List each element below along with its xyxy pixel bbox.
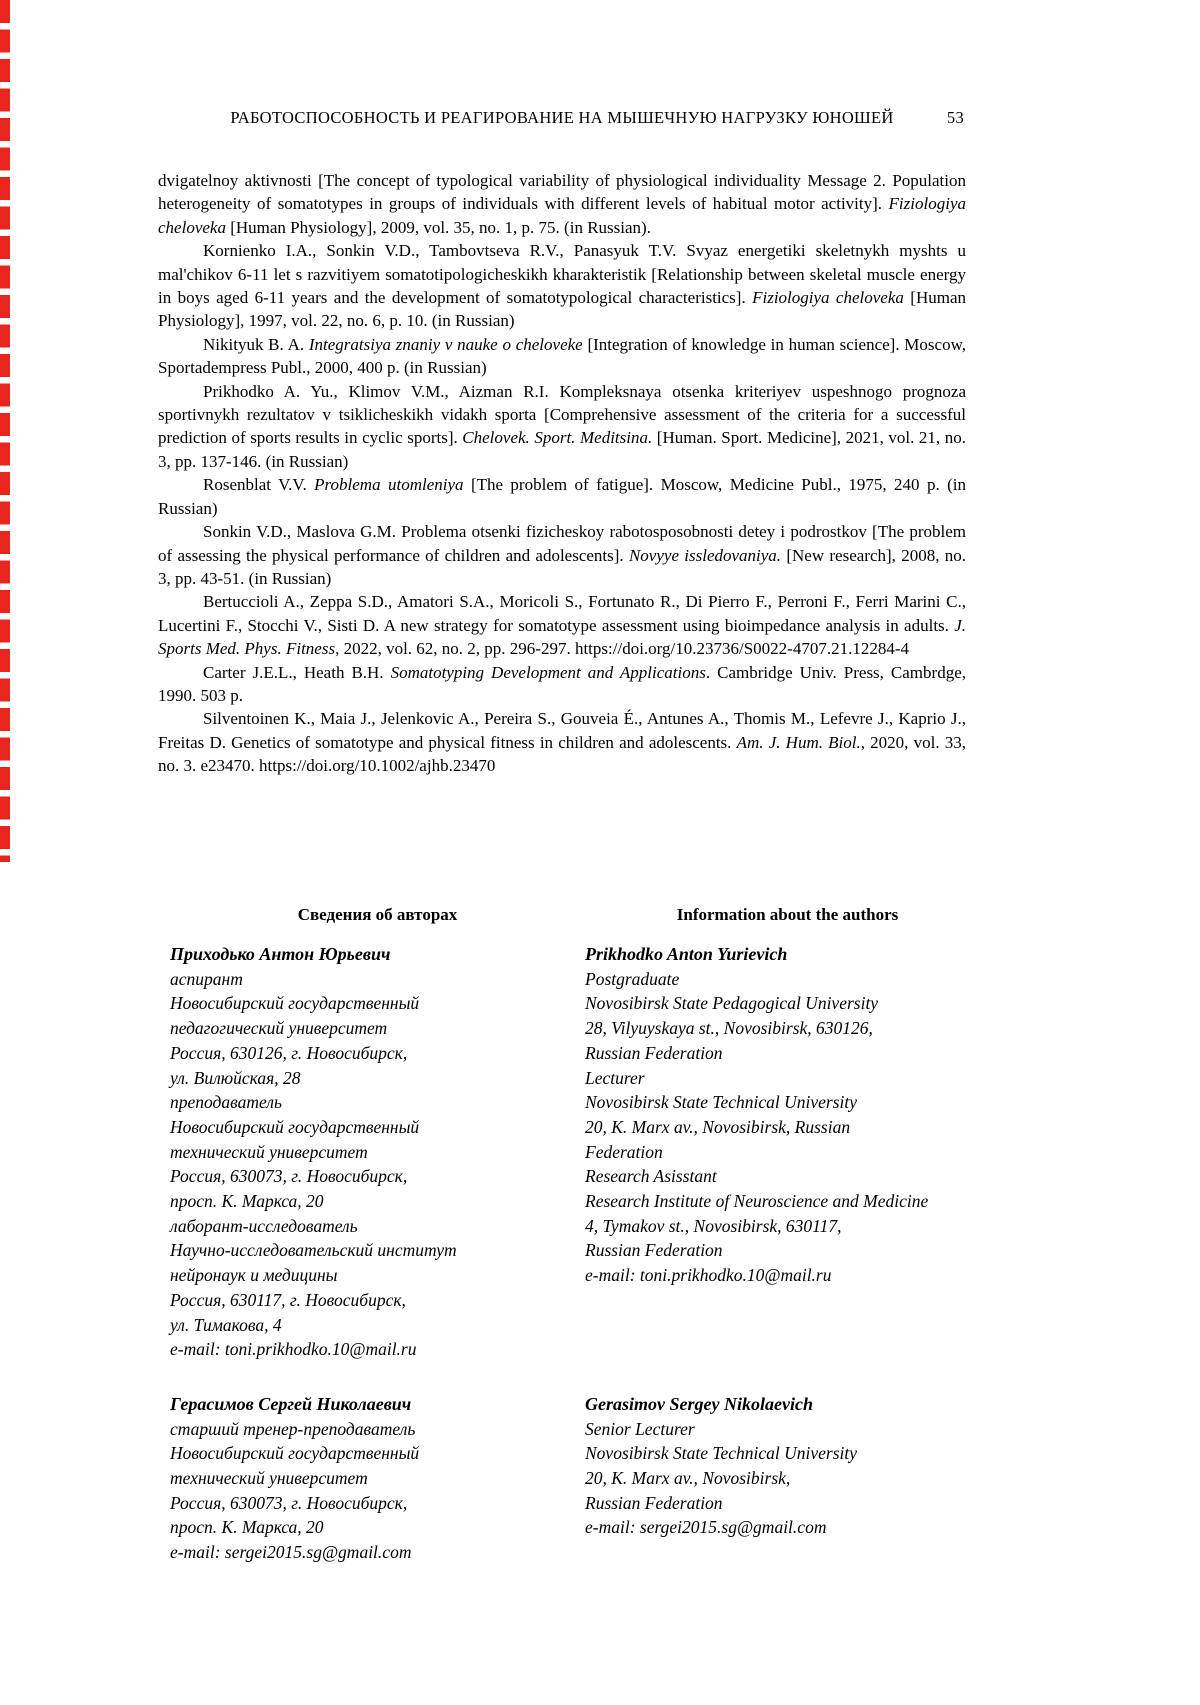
author-info-line: просп. К. Маркса, 20 <box>170 1191 324 1212</box>
author-block <box>170 1362 585 1565</box>
author-info-line: Russian Federation <box>585 1042 723 1063</box>
author-info-line: ул. Вилюйская, 28 <box>170 1067 301 1088</box>
author-info-line: Новосибирский государственный <box>170 993 420 1014</box>
author-info-line: Научно-исследовательский институт <box>170 1240 457 1261</box>
author-name: Prikhodko Anton Yurievich <box>585 944 788 964</box>
author-info-line: Research Institute of Neuroscience and Medicine <box>585 1191 929 1212</box>
author-email: e-mail: toni.prikhodko.10@mail.ru <box>170 1339 417 1360</box>
author-email: e-mail: toni.prikhodko.10@mail.ru <box>585 1265 832 1286</box>
author-info-line: 4, Tymakov st., Novosibirsk, 630117, <box>585 1215 842 1236</box>
reference-item: Carter J.E.L., Heath B.H. Somatotyping Development and Applications. Cambridge Univ. Press, Cambrdge, 1990. 503 p. <box>158 662 966 705</box>
author-info-line: технический университет <box>170 1468 368 1489</box>
author-info-line: Postgraduate <box>585 968 680 989</box>
author-info-line: 20, K. Marx av., Novosibirsk, <box>585 1468 791 1489</box>
author-info-line: ул. Тимакова, 4 <box>170 1314 282 1335</box>
author-info-line: Россия, 630073, г. Новосибирск, <box>170 1166 408 1187</box>
reference-item: Nikityuk B. A. Integratsiya znaniy v nauke o cheloveke [Integration of knowledge in human science]. Moscow, Sportadempress Publ., 2000, 400 p. (in Russian) <box>158 334 967 378</box>
author-info-line: Russian Federation <box>585 1492 723 1513</box>
author-block <box>585 1362 1100 1565</box>
reference-item: Silventoinen K., Maia J., Jelenkovic A., Pereira S., Gouveia É., Antunes A., Thomis M., Lefevre J., Kaprio J., Freitas D. Genetics of somatotype and physical fitness in children and adolescents. Am. J. Hum. Biol., 2020, vol. 33, no. 3. e23470. https://doi.org/10.1002/ajhb.23470 <box>158 709 966 776</box>
authors-section <box>170 905 1100 1565</box>
reference-item: Sonkin V.D., Maslova G.M. Problema otsenki fizicheskoy rabotosposobnosti detey i podrostkov [The problem of assessing the physical performance of children and adolescents]. Novyye issledovaniya. [New research], 2008, no. 3, pp. 43-51. (in Russian) <box>158 522 966 588</box>
author-info-line: Россия, 630126, г. Новосибирск, <box>170 1042 408 1063</box>
references-list <box>158 169 966 778</box>
author-info-line: преподаватель <box>170 1092 282 1113</box>
author-info-line: аспирант <box>170 968 243 989</box>
author-info-line: педагогический университет <box>170 1018 388 1039</box>
author-info-line: 28, Vilyuyskaya st., Novosibirsk, 630126, <box>585 1018 873 1039</box>
author-info-line: Russian Federation <box>585 1240 723 1261</box>
author-name: Приходько Антон Юрьевич <box>170 944 391 964</box>
author-info-line: Новосибирский государственный <box>170 1443 420 1464</box>
author-info-line: Россия, 630117, г. Новосибирск, <box>170 1289 406 1310</box>
author-info-line: лаборант-исследователь <box>170 1215 358 1236</box>
author-info-line: Novosibirsk State Technical University <box>585 1092 858 1113</box>
running-title: РАБОТОСПОСОБНОСТЬ И РЕАГИРОВАНИЕ НА МЫШЕЧНУЮ НАГРУЗКУ ЮНОШЕЙ <box>230 108 894 127</box>
reference-item: Kornienko I.A., Sonkin V.D., Tambovtseva R.V., Panasyuk T.V. Svyaz energetiki skeletnykh myshts u mal'chikov 6-11 let s razvitiyem somatotipologicheskikh kharakteristik [Relationship between skeletal muscle energy in boys aged 6-11 years and the development of somatotypological characteristics]. Fiziologiya cheloveka [Human Physiology], 1997, vol. 22, no. 6, p. 10. (in Russian) <box>158 241 966 331</box>
author-email: e-mail: sergei2015.sg@gmail.com <box>585 1517 827 1538</box>
author-info-line: просп. К. Маркса, 20 <box>170 1517 324 1538</box>
revision-marks <box>0 0 10 862</box>
author-info-line: Senior Lecturer <box>585 1418 695 1439</box>
authors-header-ru: Сведения об авторах <box>297 905 458 924</box>
running-header <box>158 108 966 128</box>
author-info-line: Novosibirsk State Pedagogical University <box>585 993 879 1014</box>
author-email: e-mail: sergei2015.sg@gmail.com <box>170 1542 412 1563</box>
author-info-line: Новосибирский государственный <box>170 1116 420 1137</box>
author-block <box>585 925 1100 1362</box>
author-info-line: Novosibirsk State Technical University <box>585 1443 858 1464</box>
page-number: 53 <box>946 108 964 127</box>
reference-item: Prikhodko A. Yu., Klimov V.M., Aizman R.I. Kompleksnaya otsenka kriteriyev uspeshnogo prognoza sportivnykh rezultatov v tsiklicheskikh vidakh sporta [Comprehensive assessment of the criteria for a successful prediction of sports results in cyclic sports]. Chelovek. Sport. Meditsina. [Human. Sport. Medicine], 2021, vol. 21, no. 3, pp. 137-146. (in Russian) <box>158 381 966 471</box>
author-info-line: 20, K. Marx av., Novosibirsk, Russian <box>585 1116 851 1137</box>
author-info-line: старший тренер-преподаватель <box>170 1418 416 1439</box>
author-block <box>170 925 585 1362</box>
author-name: Герасимов Сергей Николаевич <box>170 1393 412 1414</box>
author-info-line: технический университет <box>170 1141 368 1162</box>
authors-header-en: Information about the authors <box>676 905 899 924</box>
author-info-line: Россия, 630073, г. Новосибирск, <box>170 1492 408 1513</box>
author-info-line: Federation <box>585 1141 663 1162</box>
author-name: Gerasimov Sergey Nikolaevich <box>585 1393 813 1414</box>
author-info-line: нейронаук и медицины <box>170 1265 338 1286</box>
reference-item: dvigatelnoy aktivnosti [The concept of typological variability of physiological individuality Message 2. Population heterogeneity of somatotypes in groups of individuals with different levels of habitual motor activity]. Fiziologiya cheloveka [Human Physiology], 2009, vol. 35, no. 1, p. 75. (in Russian). <box>158 171 966 237</box>
reference-item: Bertuccioli A., Zeppa S.D., Amatori S.A., Moricoli S., Fortunato R., Di Pierro F., Perroni F., Ferri Marini C., Lucertini F., Stocchi V., Sisti D. A new strategy for somatotype assessment using bioimpedance analysis in adults. J. Sports Med. Phys. Fitness, 2022, vol. 62, no. 2, pp. 296-297. https://doi.org/10.23736/S0022-4707.21.12284-4 <box>158 592 966 659</box>
reference-item: Rosenblat V.V. Problema utomleniya [The problem of fatigue]. Moscow, Medicine Publ., 1975, 240 p. (in Russian) <box>158 475 966 518</box>
author-info-line: Lecturer <box>585 1067 645 1088</box>
author-info-line: Research Asisstant <box>585 1166 717 1187</box>
